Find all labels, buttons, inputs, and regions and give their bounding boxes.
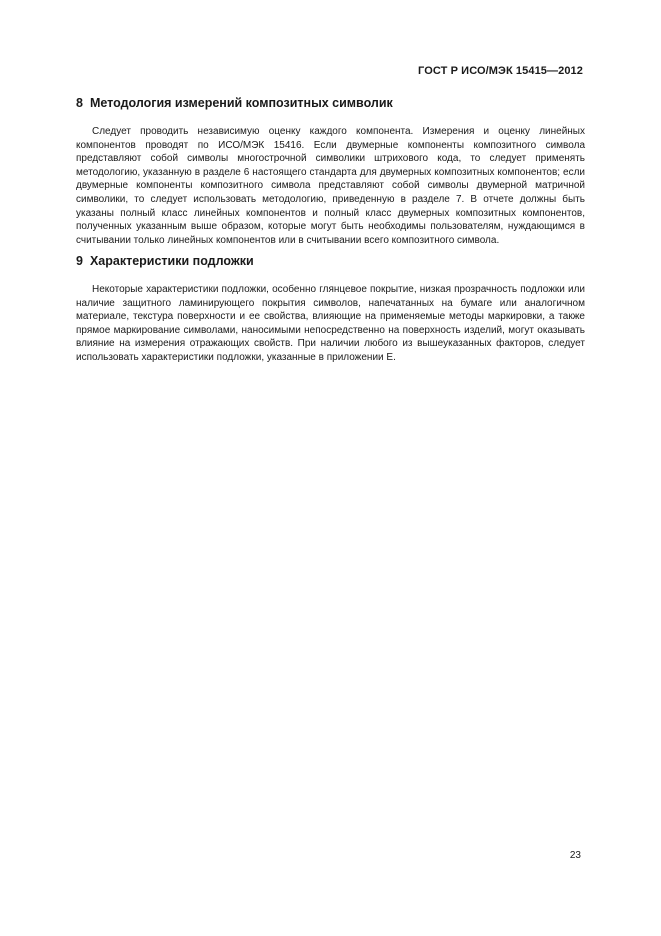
section-8-heading [76, 96, 585, 110]
section-8-number: 8 [76, 96, 83, 110]
page-number: 23 [569, 850, 581, 861]
section-9-title: Характеристики подложки [89, 254, 254, 268]
section-8 [76, 96, 585, 247]
section-8-paragraph: Следует проводить независимую оценку каждого компонента. Измерения и оценку линейных компонентов проводят по ИСО/МЭК 15416. Если двумерные компоненты композитного символа представляют собой символы многострочной символики штрихового кода, то следует применять методологию, указанную в разделе 6 настоящего стандарта для двумерных композитных компонентов; если двумерные компоненты композитного символа представляют собой символы двумерной матричной символики, то следует использовать методологию, приведенную в разделе 7. В отчете должны быть указаны полный класс линейных компонентов и полный класс двумерных композитных компонентов, полученных указанным выше образом, которые могут быть необходимы пользователям, нуждающимся в считывании только линейных компонентов или в считывании всего композитного символа. [76, 126, 585, 246]
section-8-title: Методология измерений композитных символик [89, 96, 393, 110]
section-9 [76, 254, 585, 365]
standard-header: ГОСТ Р ИСО/МЭК 15415—2012 [418, 65, 583, 77]
section-9-heading [76, 254, 585, 268]
section-9-number: 9 [76, 254, 83, 268]
section-9-paragraph: Некоторые характеристики подложки, особенно глянцевое покрытие, низкая прозрачность подложки или наличие защитного ламинирующего покрытия символов, напечатанных на бумаге или аналогичном материале, текстура поверхности и ее свойства, влияющие на применяемые методы маркировки, а также прямое маркирование символами, наносимыми непосредственно на поверхность изделий, могут оказывать влияние на измерения отражающих свойств. При наличии любого из вышеуказанных факторов, следует использовать характеристики подложки, указанные в приложении Е. [76, 284, 585, 363]
